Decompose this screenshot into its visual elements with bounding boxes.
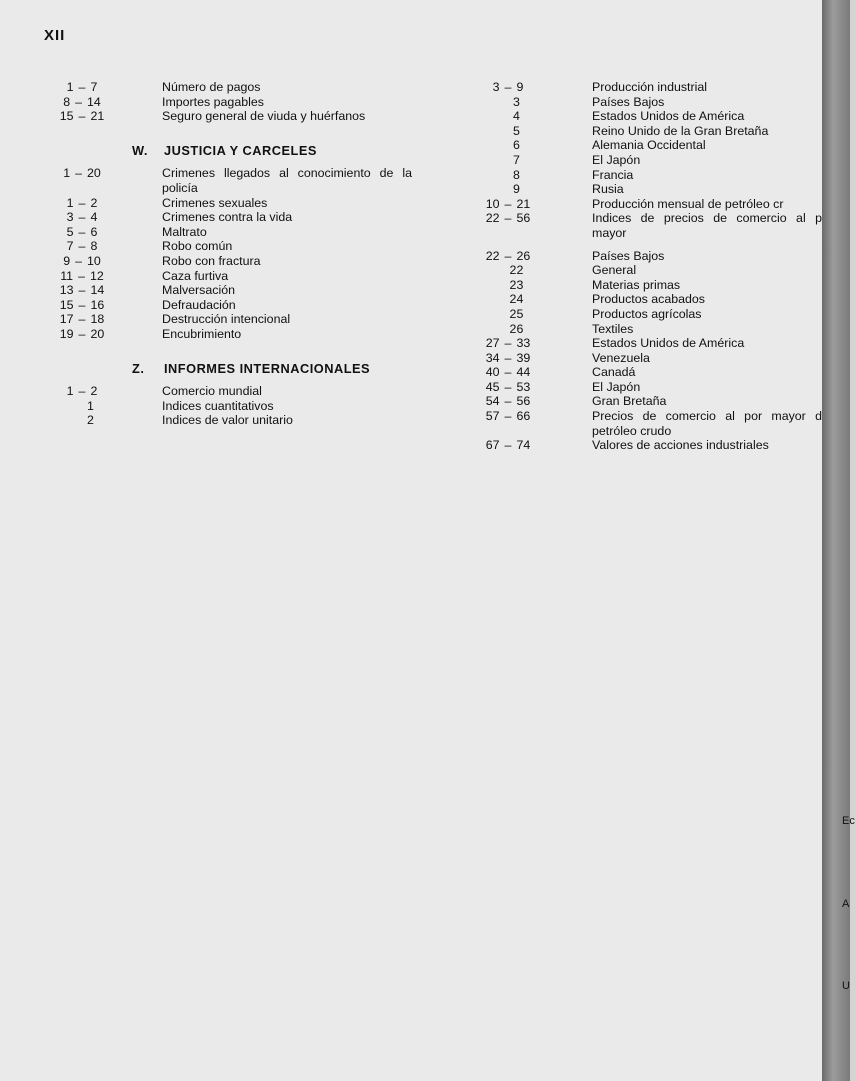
index-row: 4 Estados Unidos de América bbox=[513, 109, 745, 124]
edge-letter: U bbox=[842, 980, 850, 992]
group-precios bbox=[462, 249, 822, 453]
index-row: 54 – 56 Gran Bretaña bbox=[485, 394, 667, 409]
index-row: 40 – 44 Canadá bbox=[485, 365, 636, 380]
group-justicia bbox=[40, 166, 412, 341]
index-row: 24 Productos acabados bbox=[509, 292, 705, 307]
index-row: 3 Países Bajos bbox=[513, 94, 665, 109]
edge-letter: A bbox=[842, 898, 850, 910]
index-row: 19 – 20 Encubrimiento bbox=[59, 326, 242, 341]
index-row: 5 – 6 Maltrato bbox=[66, 224, 207, 239]
index-row: 22 – 26 Países Bajos bbox=[485, 248, 665, 263]
index-row: 1 – 2 Crimenes sexuales bbox=[66, 195, 268, 210]
index-row: 7 El Japón bbox=[513, 152, 641, 167]
index-row: 2 Indices de valor unitario bbox=[87, 413, 293, 428]
index-row: 23 Materias primas bbox=[509, 277, 681, 292]
page-number: XII bbox=[44, 27, 66, 44]
index-row: 10 – 21 Producción mensual de petróleo cr bbox=[485, 196, 784, 211]
index-row: 1 – 2 Comercio mundial bbox=[66, 384, 262, 399]
index-row: 67 – 74 Valores de acciones industriales bbox=[485, 438, 769, 453]
index-row: 1 – 7 Número de pagos bbox=[66, 80, 261, 94]
index-row: 57 – 66 Precios de comercio al por mayor d petróleo crudo bbox=[485, 409, 822, 438]
index-row: 22 General bbox=[509, 263, 637, 278]
index-row: 1 – 20 Crimenes llegados al conocimiento de la policía bbox=[63, 166, 412, 195]
index-row: 15 – 16 Defraudación bbox=[59, 297, 236, 312]
index-row: 5 Reino Unido de la Gran Bretaña bbox=[513, 123, 769, 138]
index-row: 8 Francia bbox=[513, 167, 634, 182]
section-heading-informes: Z. INFORMES INTERNACIONALES bbox=[132, 360, 371, 376]
left-column bbox=[40, 80, 412, 428]
index-row: 8 – 14 Importes pagables bbox=[63, 94, 264, 109]
group-pagos bbox=[40, 80, 412, 124]
index-row: 3 – 9 Producción industrial bbox=[492, 80, 708, 94]
index-row: 3 – 4 Crimenes contra la vida bbox=[66, 210, 293, 225]
index-row: 7 – 8 Robo común bbox=[66, 239, 233, 254]
index-row: 13 – 14 Malversación bbox=[59, 283, 235, 298]
index-row: 25 Productos agrícolas bbox=[509, 306, 702, 321]
group-produccion bbox=[462, 80, 822, 241]
index-row: 6 Alemania Occidental bbox=[513, 138, 706, 153]
index-row: 9 – 10 Robo con fractura bbox=[63, 253, 261, 268]
adjacent-page-edge bbox=[822, 0, 850, 1081]
index-row: 17 – 18 Destrucción intencional bbox=[59, 312, 291, 327]
index-row: 1 Indices cuantitativos bbox=[87, 398, 274, 413]
edge-letter: Ec bbox=[842, 815, 855, 827]
index-row: 27 – 33 Estados Unidos de América bbox=[485, 336, 745, 351]
index-row: 45 – 53 El Japón bbox=[485, 379, 641, 394]
index-row: 34 – 39 Venezuela bbox=[485, 350, 650, 365]
group-informes bbox=[40, 384, 412, 428]
section-heading-justicia: W. JUSTICIA Y CARCELES bbox=[132, 142, 317, 158]
index-row: 11 – 12 Caza furtiva bbox=[60, 268, 229, 283]
index-row: 9 Rusia bbox=[513, 182, 624, 197]
index-row: 22 – 56 Indices de precios de comercio al p mayor bbox=[485, 211, 822, 240]
index-row: 15 – 21 Seguro general de viuda y huérfanos bbox=[59, 109, 366, 124]
index-row: 26 Textiles bbox=[509, 321, 634, 336]
right-column bbox=[462, 80, 822, 453]
